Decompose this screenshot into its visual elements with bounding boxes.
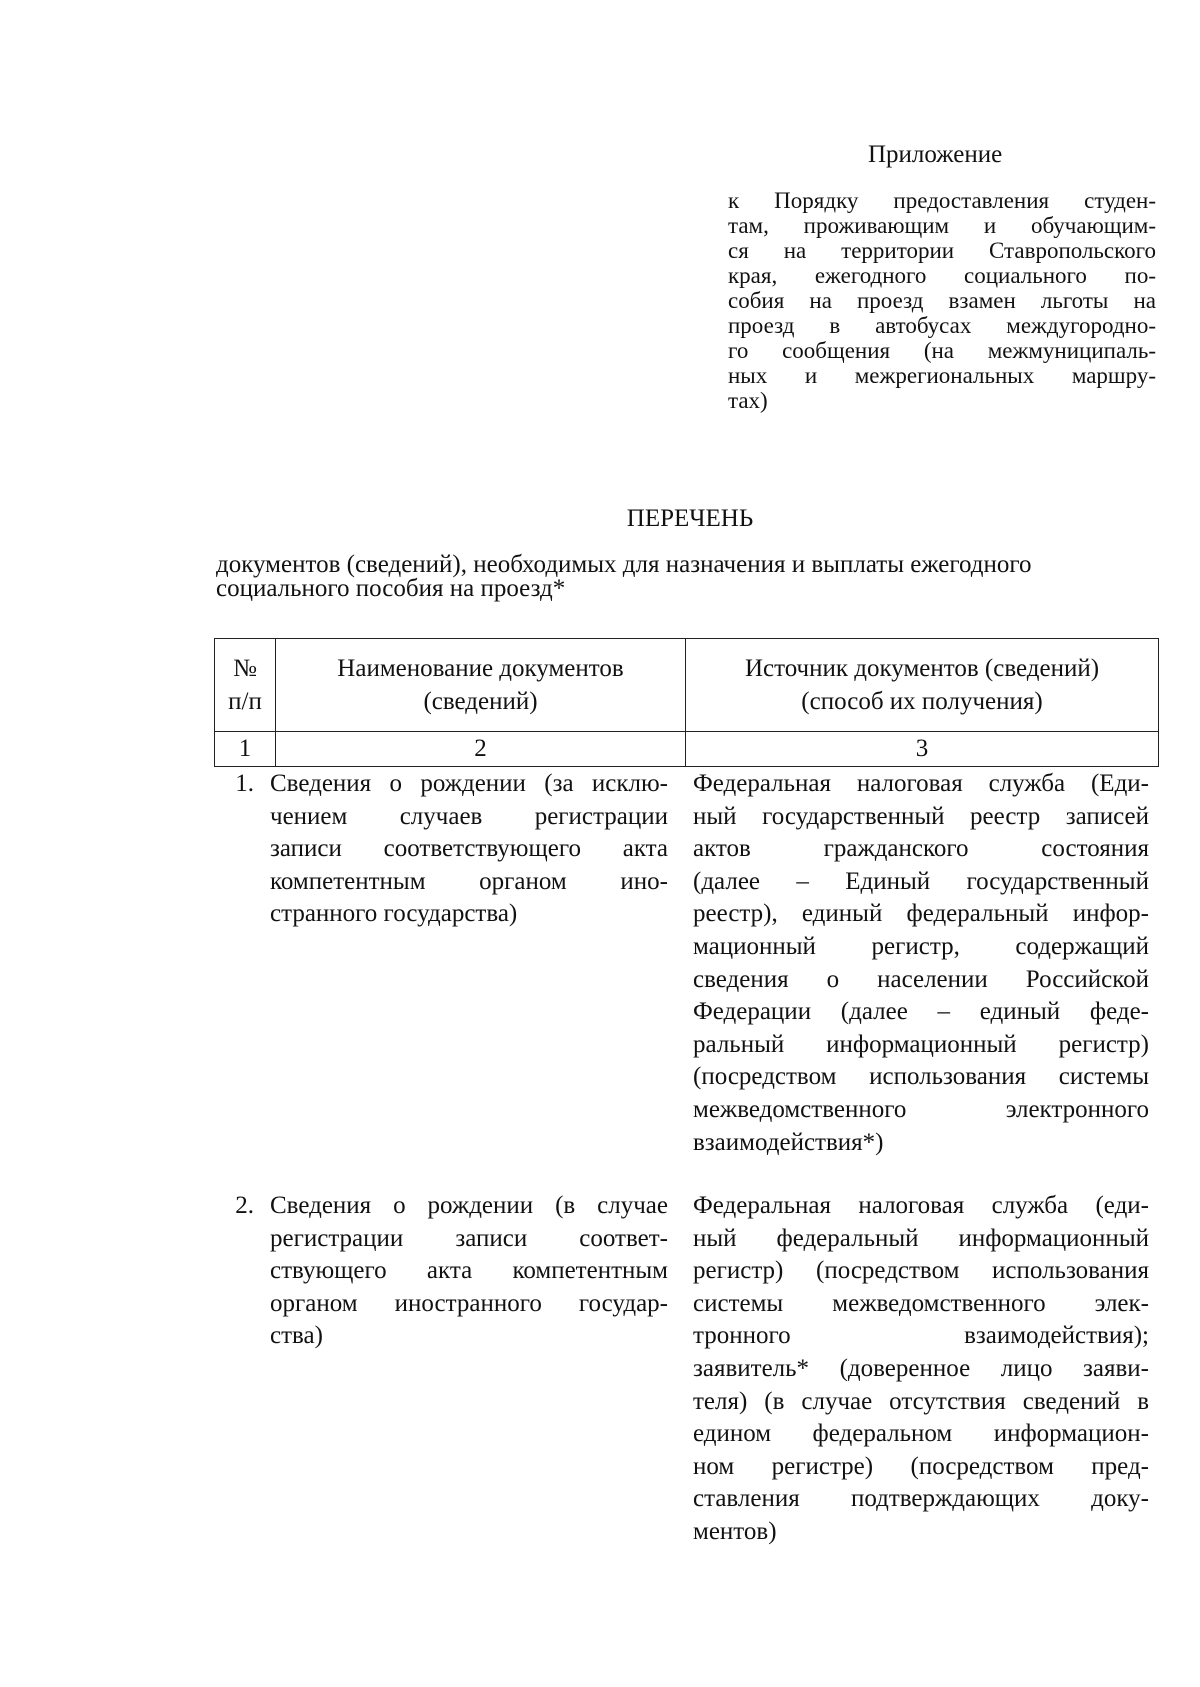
document-subtitle xyxy=(216,553,1160,601)
row-document-name xyxy=(270,768,668,931)
text-line: записи соответствующего акта xyxy=(270,835,668,863)
header-source-line-1: Источник документов (сведений) xyxy=(744,655,1100,682)
text-line: регистрации записи соответ- xyxy=(270,1224,668,1252)
header-number-line-1: № xyxy=(233,655,257,682)
text-line: мационный регистр, содержащий xyxy=(693,932,1149,960)
text-line: сведения о населении Российской xyxy=(693,965,1149,993)
text-line: ства) xyxy=(270,1322,323,1350)
text-line: взаимодействия*) xyxy=(693,1128,884,1156)
text-line: органом иностранного государ- xyxy=(270,1289,668,1317)
text-line: ставления подтверждающих доку- xyxy=(693,1485,1149,1513)
text-line: тронного взаимодействия); xyxy=(693,1322,1149,1350)
text-line: заявитель* (доверенное лицо заяви- xyxy=(693,1354,1149,1382)
text-line: чением случаев регистрации xyxy=(270,802,668,830)
text-line: ствующего акта компетентным xyxy=(270,1257,668,1285)
text-line: (далее – Единый государственный xyxy=(693,867,1149,895)
text-line: реестр), единый федеральный инфор- xyxy=(693,900,1149,928)
text-line: межведомственного электронного xyxy=(693,1095,1149,1123)
text-line: актов гражданского состояния xyxy=(693,835,1149,863)
text-line: ся на территории Ставропольского xyxy=(728,238,1156,263)
document-title: ПЕРЕЧЕНЬ xyxy=(626,505,754,532)
column-number-3: 3 xyxy=(686,732,1159,767)
row-document-name xyxy=(270,1190,668,1353)
text-line: (посредством использования системы xyxy=(693,1063,1149,1091)
column-number-2: 2 xyxy=(276,732,686,767)
text-line: едином федеральном информацион- xyxy=(693,1420,1149,1448)
header-name-line-2: (сведений) xyxy=(423,688,538,715)
header-source-line-2: (способ их получения) xyxy=(801,688,1043,715)
text-line: там, проживающим и обучающим- xyxy=(728,213,1156,238)
text-line: собия на проезд взамен льготы на xyxy=(728,288,1156,313)
appendix-text xyxy=(728,188,1156,413)
text-line: Сведения о рождении (за исклю- xyxy=(270,770,668,797)
column-number-1: 1 xyxy=(215,732,276,767)
documents-table-header xyxy=(214,638,1159,767)
header-name-line-1: Наименование документов xyxy=(337,655,624,682)
text-line: ный федеральный информационный xyxy=(693,1224,1149,1252)
text-line: Федеральная налоговая служба (Еди- xyxy=(693,770,1149,797)
text-line: системы межведомственного элек- xyxy=(693,1289,1149,1317)
text-line: края, ежегодного социального по- xyxy=(728,263,1156,288)
header-number-line-2: п/п xyxy=(228,688,262,715)
text-line: регистр) (посредством использования xyxy=(693,1257,1149,1285)
text-line: ных и межрегиональных маршру- xyxy=(728,363,1156,388)
text-line: Федеральная налоговая служба (еди- xyxy=(693,1192,1149,1219)
text-line: тах) xyxy=(728,388,768,413)
text-line: к Порядку предоставления студен- xyxy=(728,188,1156,213)
text-line: ментов) xyxy=(693,1517,777,1545)
text-line: ный государственный реестр записей xyxy=(693,802,1149,830)
text-line: Сведения о рождении (в случае xyxy=(270,1192,668,1219)
text-line: компетентным органом ино- xyxy=(270,867,668,895)
text-line: ральный информационный регистр) xyxy=(693,1030,1149,1058)
text-line: документов (сведений), необходимых для назначения и выплаты ежегодного xyxy=(216,551,1032,578)
header-cell-source xyxy=(686,639,1159,732)
header-cell-number xyxy=(215,639,276,732)
appendix-title: Приложение xyxy=(868,141,1003,168)
row-document-source xyxy=(693,768,1149,1159)
row-document-source xyxy=(693,1190,1149,1549)
text-line: социального пособия на проезд* xyxy=(216,575,566,602)
row-number: 2. xyxy=(235,1192,254,1219)
text-line: ном регистре) (посредством пред- xyxy=(693,1452,1149,1480)
text-line: го сообщения (на межмуниципаль- xyxy=(728,338,1156,363)
text-line: Федерации (далее – единый феде- xyxy=(693,998,1149,1026)
header-cell-name xyxy=(276,639,686,732)
text-line: проезд в автобусах междугородно- xyxy=(728,313,1156,338)
row-number: 1. xyxy=(235,770,254,797)
text-line: странного государства) xyxy=(270,900,518,928)
text-line: теля) (в случае отсутствия сведений в xyxy=(693,1387,1149,1415)
